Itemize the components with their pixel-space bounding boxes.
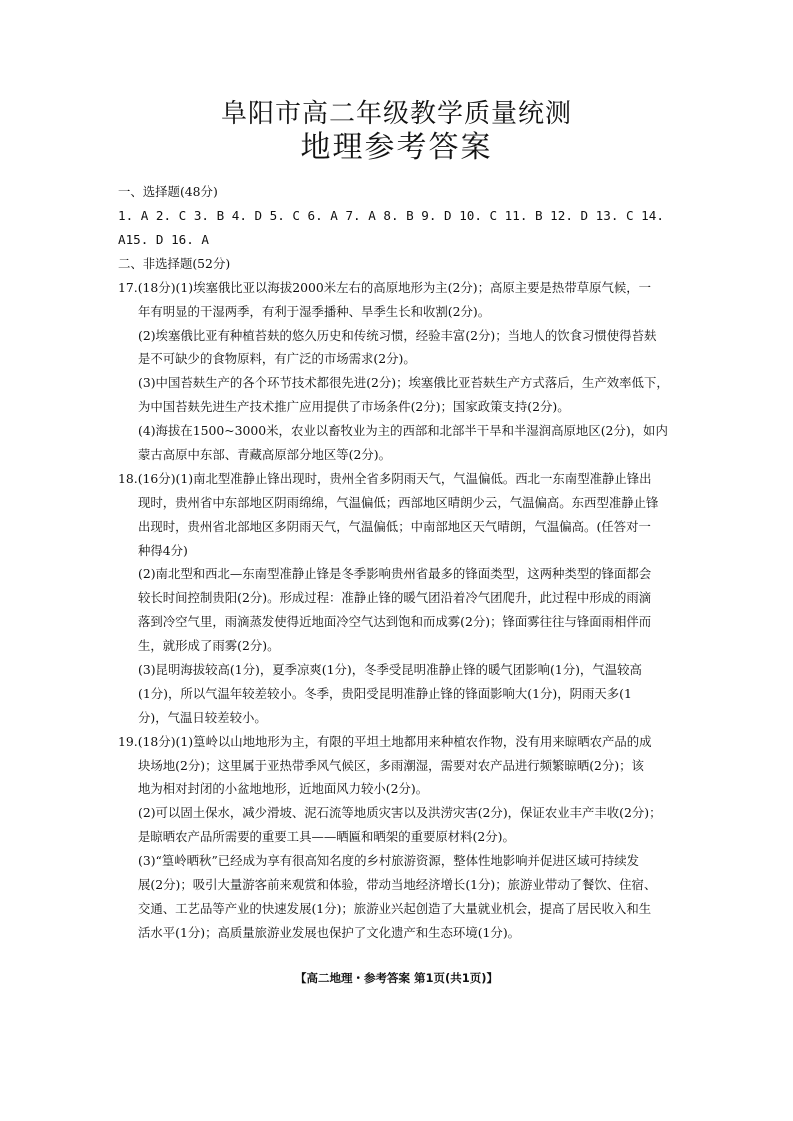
question-17 xyxy=(118,276,678,467)
q18-line: 现时，贵州省中东部地区阴雨绵绵，气温偏低；西部地区晴朗少云，气温偏高。东西型准静止锋 xyxy=(138,494,659,510)
section-heading-nonchoice: 二、非选择题(52分) xyxy=(118,255,231,271)
q17-line: 17.(18分)(1)埃塞俄比亚以海拔2000米左右的高原地形为主(2分)；高原主要是热带草原气候，一 xyxy=(118,279,652,295)
document-subtitle: 地理参考答案 xyxy=(300,130,493,165)
document-title: 阜阳市高二年级教学质量统测 xyxy=(220,99,572,129)
q19-line: 展(2分)；吸引大量游客前来观赏和体验，带动当地经济增长(1分)；旅游业带动了餐饮、住宿、 xyxy=(138,877,657,893)
q18-line: 18.(16分)(1)南北型准静止锋出现时，贵州全省多阴雨天气，气温偏低。西北一东南型准静止锋出 xyxy=(118,470,652,486)
q18-line: 种得4分) xyxy=(138,542,188,558)
q18-line: 出现时，贵州省北部地区多阴雨天气，气温偏低；中南部地区天气晴朗，气温偏高。(任答对一 xyxy=(138,518,651,534)
q19-line: 块场地(2分)；这里属于亚热带季风气候区，多雨潮湿，需要对农产品进行频繁晾晒(2分)；该 xyxy=(138,757,644,773)
q18-line: (3)昆明海拔较高(1分)，夏季凉爽(1分)，冬季受昆明准静止锋的暖气团影响(1分)，气温较高 xyxy=(138,662,642,678)
q19-line: 活水平(1分)；高质量旅游业发展也保护了文化遗产和生态环境(1分)。 xyxy=(138,924,521,940)
answer-body xyxy=(118,180,678,945)
page-footer: 【高二地理・参考答案 第1页(共1页)】 xyxy=(294,971,499,985)
q17-line: 年有明显的干湿两季，有利于湿季播种、旱季生长和收割(2分)。 xyxy=(138,303,491,319)
q18-line: (2)南北型和西北—东南型准静止锋是冬季影响贵州省最多的锋面类型，这两种类型的锋面都会 xyxy=(138,566,652,582)
section-heading-choice: 一、选择题(48分) xyxy=(118,184,218,199)
choice-answers-line-2: A15. D 16. A xyxy=(118,231,209,247)
choice-answers-line-1: 1. A 2. C 3. B 4. D 5. C 6. A 7. A 8. B 9. D 10. C 11. B 12. D 13. C 14. xyxy=(118,207,664,223)
q19-line: (2)可以固土保水，减少滑坡、泥石流等地质灾害以及洪涝灾害(2分)，保证农业丰产丰收(2分)； xyxy=(138,805,662,821)
q17-line: 蒙古高原中东部、青藏高原部分地区等(2分)。 xyxy=(138,447,391,463)
question-18 xyxy=(118,467,678,730)
q17-line: 是不可缺少的食物原料，有广泛的市场需求(2分)。 xyxy=(138,351,416,367)
q18-line: 生，就形成了雨雾(2分)。 xyxy=(138,638,280,654)
q19-line: 交通、工艺品等产业的快速发展(1分)；旅游业兴起创造了大量就业机会，提高了居民收入和生 xyxy=(138,900,652,916)
q17-line: (3)中国苔麸生产的各个环节技术都很先进(2分)；埃塞俄比亚苔麸生产方式落后，生产效率低下， xyxy=(138,375,669,391)
q18-line: 落到冷空气里，雨滴蒸发使得近地面冷空气达到饱和而成雾(2分)；锋面雾往往与锋面雨相伴而 xyxy=(138,614,652,630)
q18-line: 分)，气温日较差较小。 xyxy=(138,709,267,725)
q19-line: 地为相对封闭的小盆地地形，近地面风力较小(2分)。 xyxy=(138,781,429,797)
q18-line: (1分)，所以气温年较差较小。冬季，贵阳受昆明准静止锋的锋面影响大(1分)，阴雨天多(1 xyxy=(138,685,632,701)
q18-line: 较长时间控制贵阳(2分)。形成过程：准静止锋的暖气团沿着冷气团爬升，此过程中形成的雨滴 xyxy=(138,590,652,606)
q17-line: (2)埃塞俄比亚有种植苔麸的悠久历史和传统习惯，经验丰富(2分)；当地人的饮食习惯使得苔麸 xyxy=(138,327,657,343)
question-19 xyxy=(118,730,678,945)
q19-line: 19.(18分)(1)篁岭以山地地形为主，有限的平坦土地都用来种植农作物，没有用来晾晒农产品的成 xyxy=(118,733,652,749)
q19-line: (3)“篁岭晒秋”已经成为享有很高知名度的乡村旅游资源，整体性地影响并促进区域可持续发 xyxy=(138,853,640,869)
q17-line: 为中国苔麸先进生产技术推广应用提供了市场条件(2分)；国家政策支持(2分)。 xyxy=(138,399,570,415)
q19-line: 是晾晒农产品所需要的重要工具——晒匾和晒架的重要原材料(2分)。 xyxy=(138,829,515,845)
q17-line: (4)海拔在1500~3000米，农业以畜牧业为主的西部和北部半干旱和半湿润高原地区(2分)，如内 xyxy=(138,423,668,439)
